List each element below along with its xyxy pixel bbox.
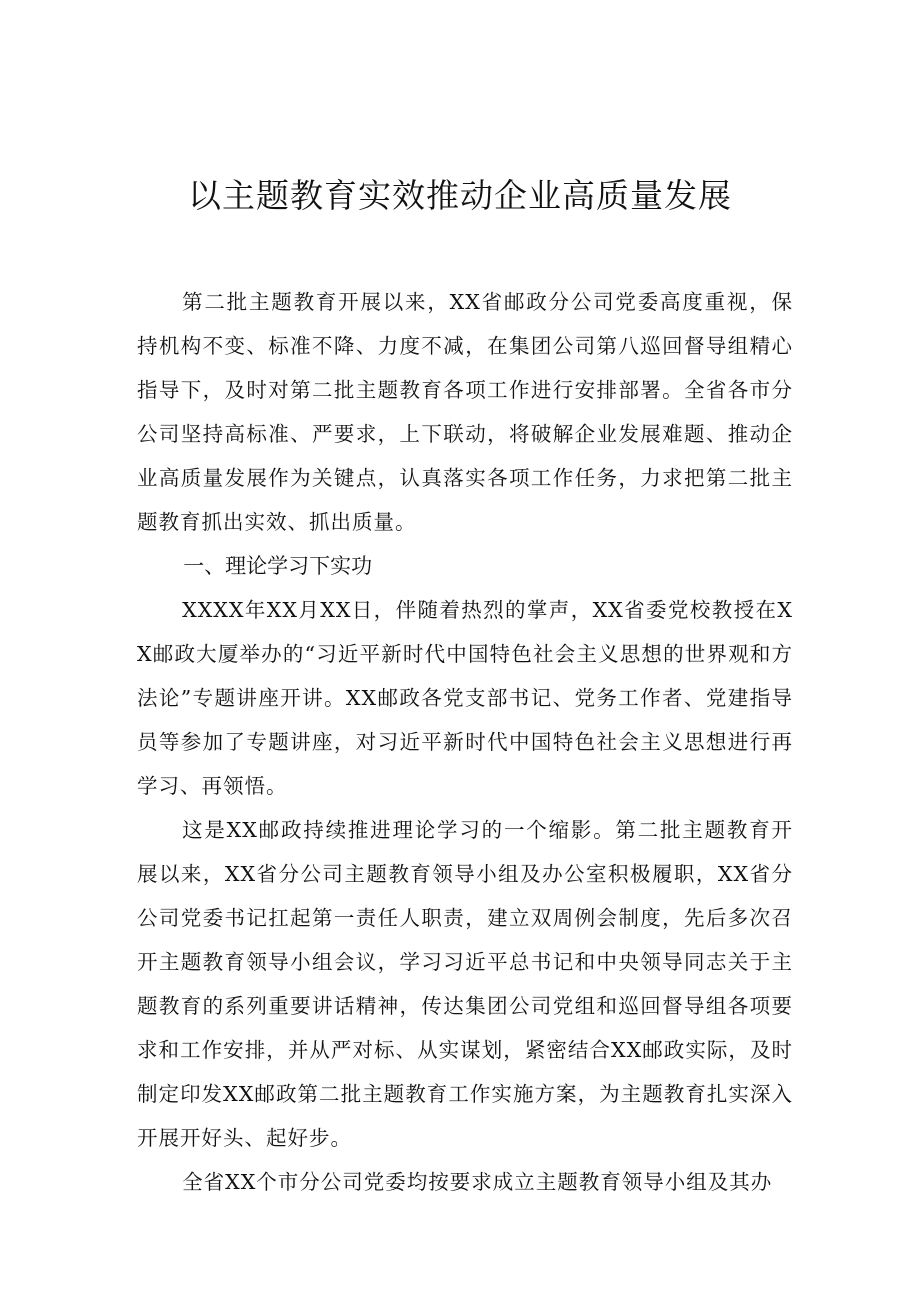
section-paragraph-2: 这是XX邮政持续推进理论学习的一个缩影。第二批主题教育开展以来，XX省分公司主题教育领导小组及办公室积极履职，XX省分公司党委书记扛起第一责任人职责，建立双周例会制度，先后多次召开主题教育领导小组会议，学习习近平总书记和中央领导同志关于主题教育的系列重要讲话精神，传达集团公司党组和巡回督导组各项要求和工作安排，并从严对标、从实谋划，紧密结合XX邮政实际，及时制定印发XX邮政第二批主题教育工作实施方案，为主题教育扎实深入开展开好头、起好步。 <box>137 818 793 1150</box>
intro-paragraph: 第二批主题教育开展以来，XX省邮政分公司党委高度重视，保持机构不变、标准不降、力度不减，在集团公司第八巡回督导组精心指导下，及时对第二批主题教育各项工作进行安排部署。全省各市分公司坚持高标准、严要求，上下联动，将破解企业发展难题、推动企业高质量发展作为关键点，认真落实各项工作任务，力求把第二批主题教育抓出实效、抓出质量。 <box>137 290 793 534</box>
section-heading: 一、理论学习下实功 <box>183 554 373 578</box>
document-title: 以主题教育实效推动企业高质量发展 <box>188 176 732 215</box>
section-paragraph-3: 全省XX个市分公司党委均按要求成立主题教育领导小组及其办 <box>182 1170 773 1194</box>
section-paragraph-1: XXXX年XX月XX日，伴随着热烈的掌声，XX省委党校教授在XX邮政大厦举办的“习近平新时代中国特色社会主义思想的世界观和方法论”专题讲座开讲。XX邮政各党支部书记、党务工作者、党建指导员等参加了专题讲座，对习近平新时代中国特色社会主义思想进行再学习、再领悟。 <box>137 598 793 798</box>
document-body <box>137 280 793 1204</box>
